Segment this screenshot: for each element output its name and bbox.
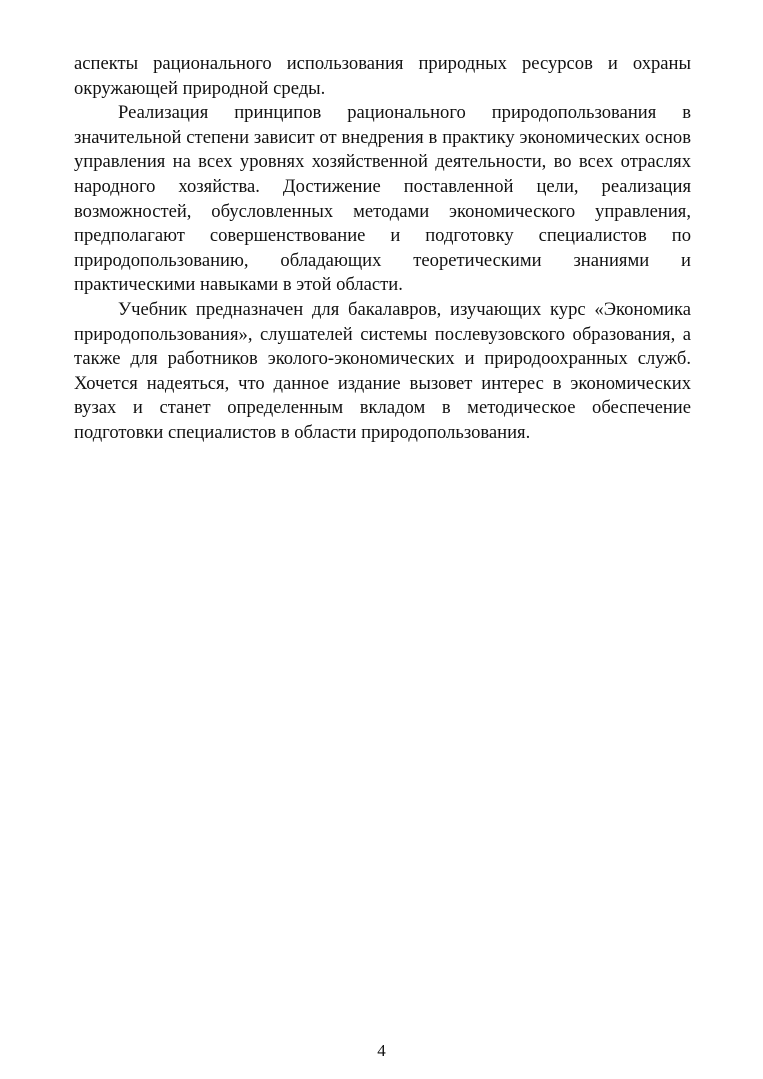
paragraph-principles: Реализация принципов рационального природопользования в значительной степени зависит от внедрения в практику экономических основ управления на всех уровнях хозяйственной деятельности, во всех отраслях народного хозяйства. Достижение поставленной цели, реализация возможностей, обусловленных методами экономического управления, предполагают совершенствование и подготовку специалистов по природопользованию, обладающих теоретическими знаниями и практическими навыками в этой области. bbox=[74, 102, 691, 296]
body-text bbox=[74, 52, 691, 446]
paragraph-continuation: аспекты рационального использования природных ресурсов и охраны окружающей природной среды. bbox=[74, 53, 691, 99]
page-number: 4 bbox=[377, 1041, 386, 1060]
paragraph-textbook-purpose: Учебник предназначен для бакалавров, изучающих курс «Экономика природопользования», слушателей системы послевузовского образования, а также для работников эколого-экономических и природоохранных служб. Хочется надеяться, что данное издание вызовет интерес в экономических вузах и станет определенным вкладом в методическое обеспечение подготовки специалистов в области природопользования. bbox=[74, 298, 691, 443]
